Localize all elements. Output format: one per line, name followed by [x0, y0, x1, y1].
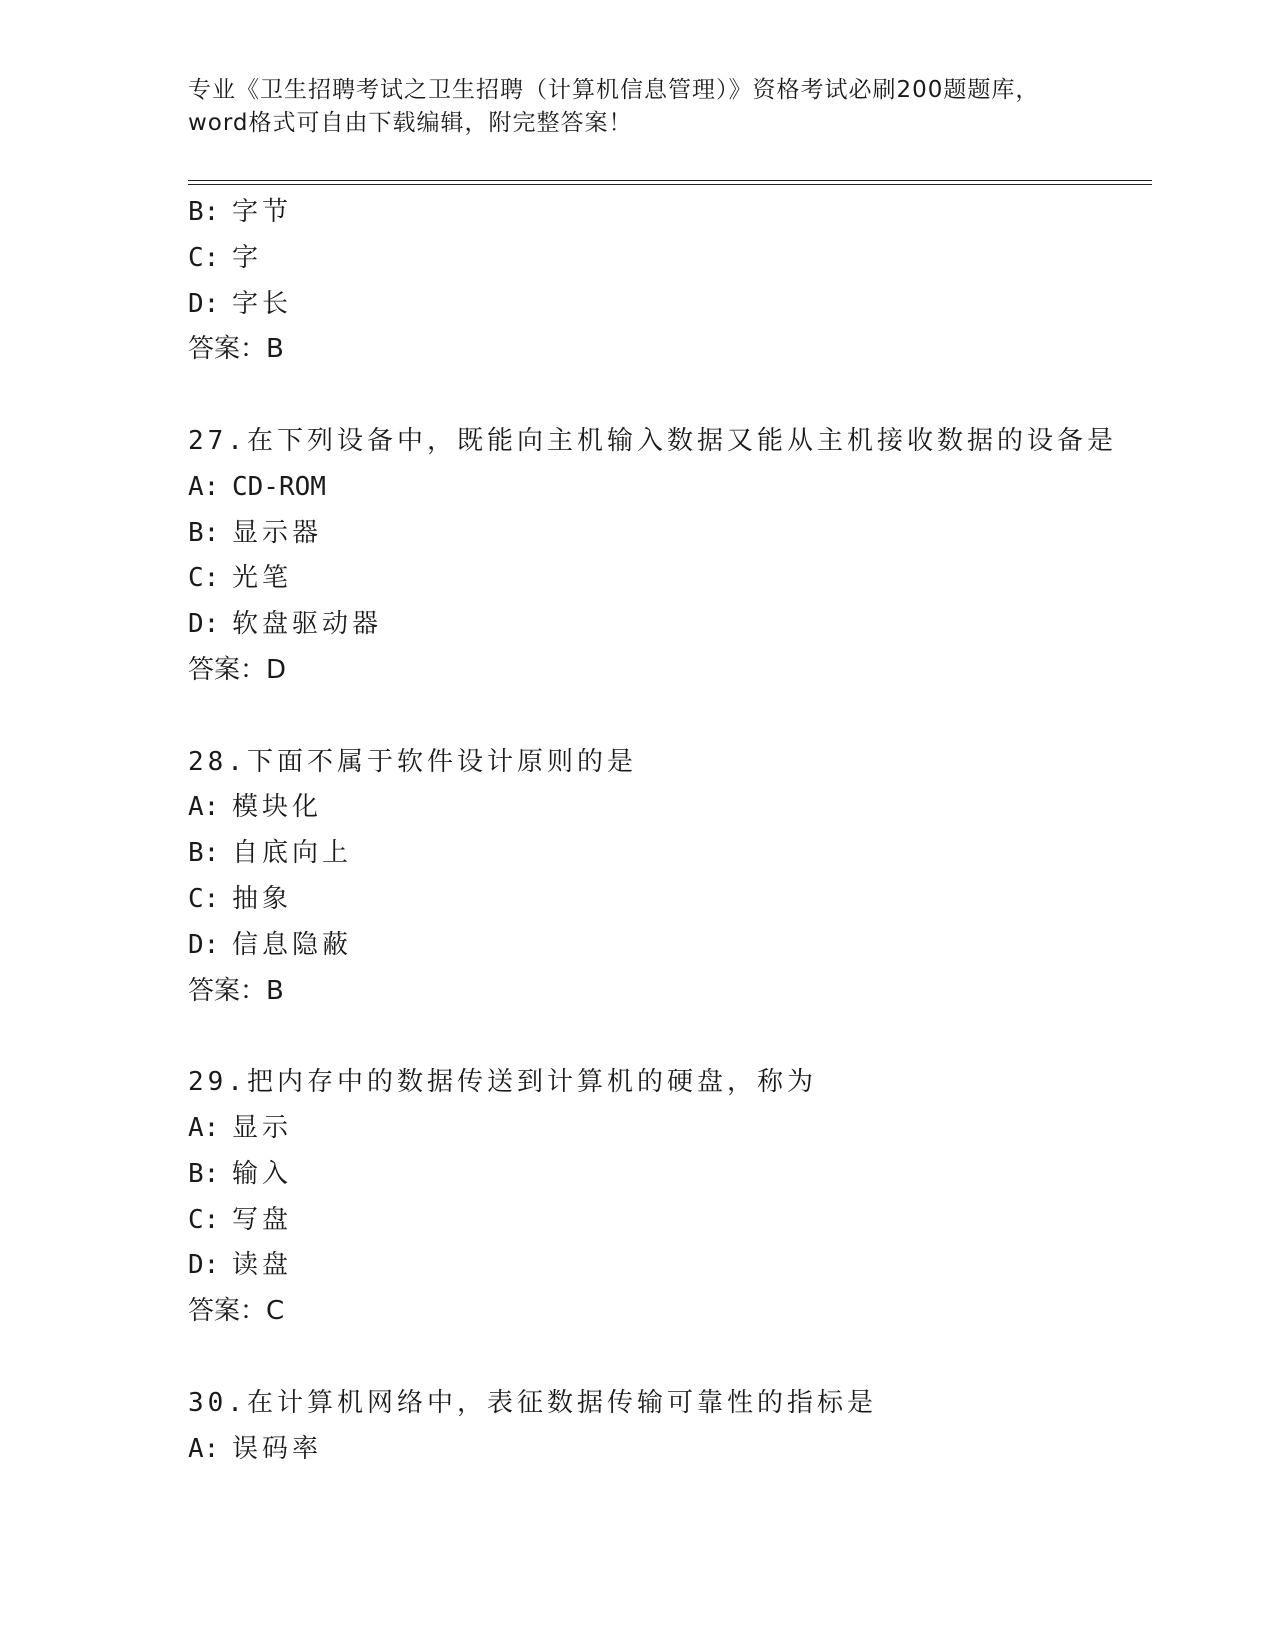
spacer: [188, 694, 1152, 740]
question-block-26: [188, 190, 1152, 373]
option-a: [188, 785, 1152, 831]
option-c: [188, 556, 1152, 602]
option-text: 模块化: [232, 792, 323, 823]
option-label: C:: [188, 1204, 220, 1235]
option-a: [188, 1427, 1152, 1473]
answer-line: 答案：D: [188, 654, 287, 685]
option-b: [188, 1152, 1152, 1198]
option-text: 显示: [232, 1112, 293, 1143]
option-label: C:: [188, 242, 220, 273]
option-text: 写盘: [232, 1204, 293, 1235]
header-divider-top: [188, 180, 1152, 181]
header-divider-bottom: [188, 184, 1152, 185]
option-text: 输入: [232, 1158, 293, 1189]
question-text: 30.在计算机网络中，表征数据传输可靠性的指标是: [188, 1387, 877, 1418]
option-c: [188, 877, 1152, 923]
option-text: 字长: [232, 288, 293, 319]
option-text: 显示器: [232, 517, 323, 548]
document-header: [188, 74, 1088, 140]
question-block-28: [188, 740, 1152, 1015]
option-d: [188, 1243, 1152, 1289]
answer-line: 答案：C: [188, 1296, 285, 1327]
option-a: [188, 465, 1152, 511]
option-c: [188, 1198, 1152, 1244]
option-d: [188, 282, 1152, 328]
option-label: C:: [188, 563, 220, 594]
option-b: [188, 190, 1152, 236]
option-text: 自底向上: [232, 838, 353, 869]
question-text: 27.在下列设备中，既能向主机输入数据又能从主机接收数据的设备是: [188, 425, 1117, 456]
question-block-29: [188, 1060, 1152, 1335]
option-text: 误码率: [232, 1433, 323, 1464]
spacer: [188, 1335, 1152, 1381]
option-b: [188, 831, 1152, 877]
option-text: CD-ROM: [232, 471, 326, 502]
option-label: B:: [188, 838, 220, 869]
option-label: D:: [188, 929, 220, 960]
question-list: [188, 190, 1152, 1472]
option-b: [188, 511, 1152, 557]
option-label: A:: [188, 1112, 220, 1143]
option-label: C:: [188, 883, 220, 914]
option-label: B:: [188, 1158, 220, 1189]
option-text: 读盘: [232, 1250, 293, 1281]
option-label: A:: [188, 1433, 220, 1464]
option-label: A:: [188, 471, 220, 502]
option-label: B:: [188, 197, 220, 227]
option-label: D:: [188, 1250, 220, 1281]
option-d: [188, 602, 1152, 648]
option-text: 光笔: [232, 563, 293, 594]
option-text: 信息隐蔽: [232, 929, 353, 960]
option-text: 软盘驱动器: [232, 609, 383, 640]
option-label: D:: [188, 288, 220, 319]
header-title-line-2: word格式可自由下载编辑，附完整答案！: [188, 110, 633, 136]
spacer: [188, 1014, 1152, 1060]
answer-line: 答案：B: [188, 975, 284, 1006]
spacer: [188, 373, 1152, 419]
option-c: [188, 236, 1152, 282]
option-label: A:: [188, 792, 220, 823]
header-title-line-1: 专业《卫生招聘考试之卫生招聘（计算机信息管理）》资格考试必刷200题题库，: [188, 77, 1040, 103]
option-text: 字节: [232, 197, 293, 227]
option-text: 字: [232, 242, 263, 273]
question-block-30: [188, 1381, 1152, 1473]
question-text: 28.下面不属于软件设计原则的是: [188, 746, 637, 777]
option-text: 抽象: [232, 883, 293, 914]
option-label: D:: [188, 609, 220, 640]
question-text: 29.把内存中的数据传送到计算机的硬盘，称为: [188, 1067, 817, 1098]
option-d: [188, 923, 1152, 969]
question-block-27: [188, 419, 1152, 694]
option-label: B:: [188, 517, 220, 548]
answer-line: 答案：B: [188, 334, 284, 365]
option-a: [188, 1106, 1152, 1152]
